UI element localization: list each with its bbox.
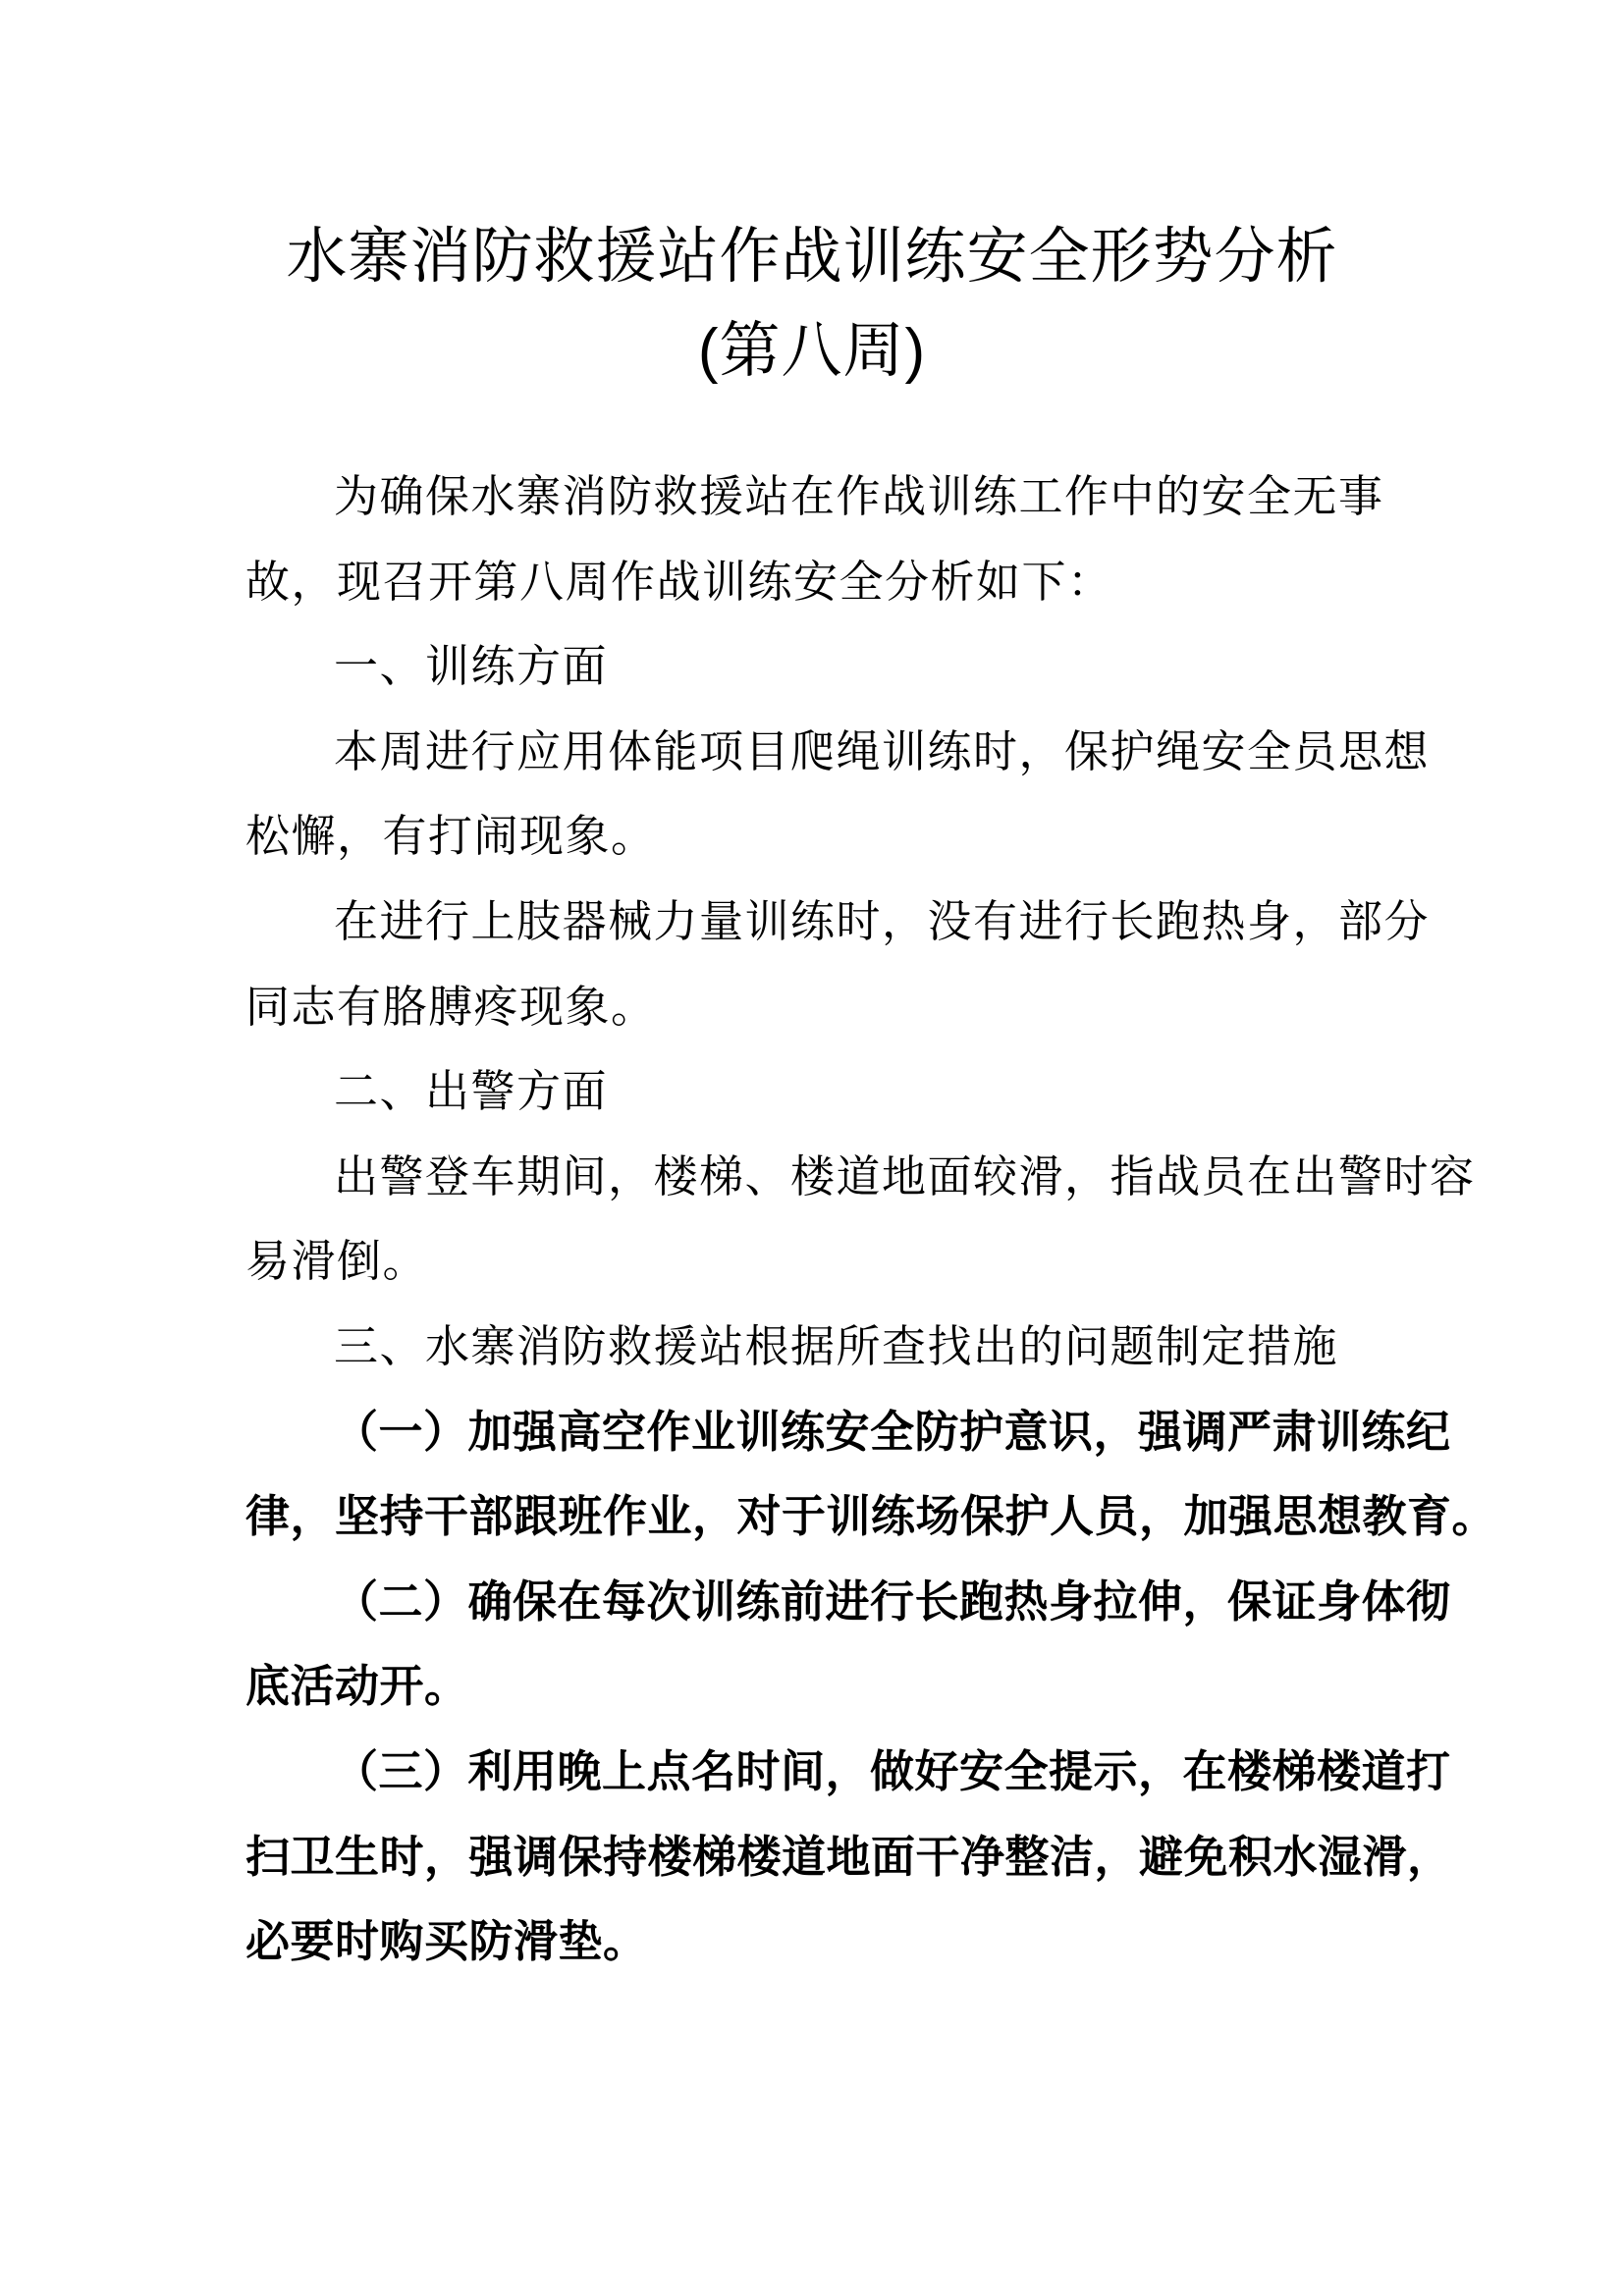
measure-line: 必要时购买防滑垫。 <box>245 1916 648 1967</box>
body-line: 本周进行应用体能项目爬绳训练时，保护绳安全员思想 <box>334 725 1431 776</box>
document-body <box>245 454 1497 1985</box>
document-title-line-1: 水寨消防救援站作战训练安全形势分析 <box>286 223 1338 291</box>
body-line: 同志有胳膊疼现象。 <box>245 981 657 1032</box>
measure-line: 底活动开。 <box>245 1661 469 1712</box>
measure-line: （三）利用晚上点名时间，做好安全提示，在楼梯楼道打 <box>334 1745 1451 1796</box>
measure-line: 律，坚持干部跟班作业，对于训练场保护人员，加强思想教育。 <box>245 1491 1497 1542</box>
document-title <box>0 210 1624 399</box>
measure-line: 扫卫生时，强调保持楼梯楼道地面干净整洁，避免积水湿滑， <box>245 1831 1452 1882</box>
section-heading-2: 二、出警方面 <box>334 1066 609 1117</box>
section-heading-3: 三、水寨消防救援站根据所查找出的问题制定措施 <box>334 1320 1339 1371</box>
body-line: 出警登车期间，楼梯、楼道地面较滑，指战员在出警时容 <box>334 1150 1476 1201</box>
measure-line: （二）确保在每次训练前进行长跑热身拉伸，保证身体彻 <box>334 1575 1451 1627</box>
body-line: 故，现召开第八周作战训练安全分析如下： <box>245 556 1113 607</box>
body-line: 易滑倒。 <box>245 1236 429 1287</box>
document-title-line-2: (第八周) <box>697 317 927 385</box>
body-line: 松懈，有打闹现象。 <box>245 811 657 862</box>
body-line: 在进行上肢器械力量训练时，没有进行长跑热身，部分 <box>334 895 1431 946</box>
section-heading-1: 一、训练方面 <box>334 641 609 692</box>
body-line: 为确保水寨消防救援站在作战训练工作中的安全无事 <box>334 471 1384 521</box>
measure-line: （一）加强高空作业训练安全防护意识，强调严肃训练纪 <box>334 1406 1451 1457</box>
